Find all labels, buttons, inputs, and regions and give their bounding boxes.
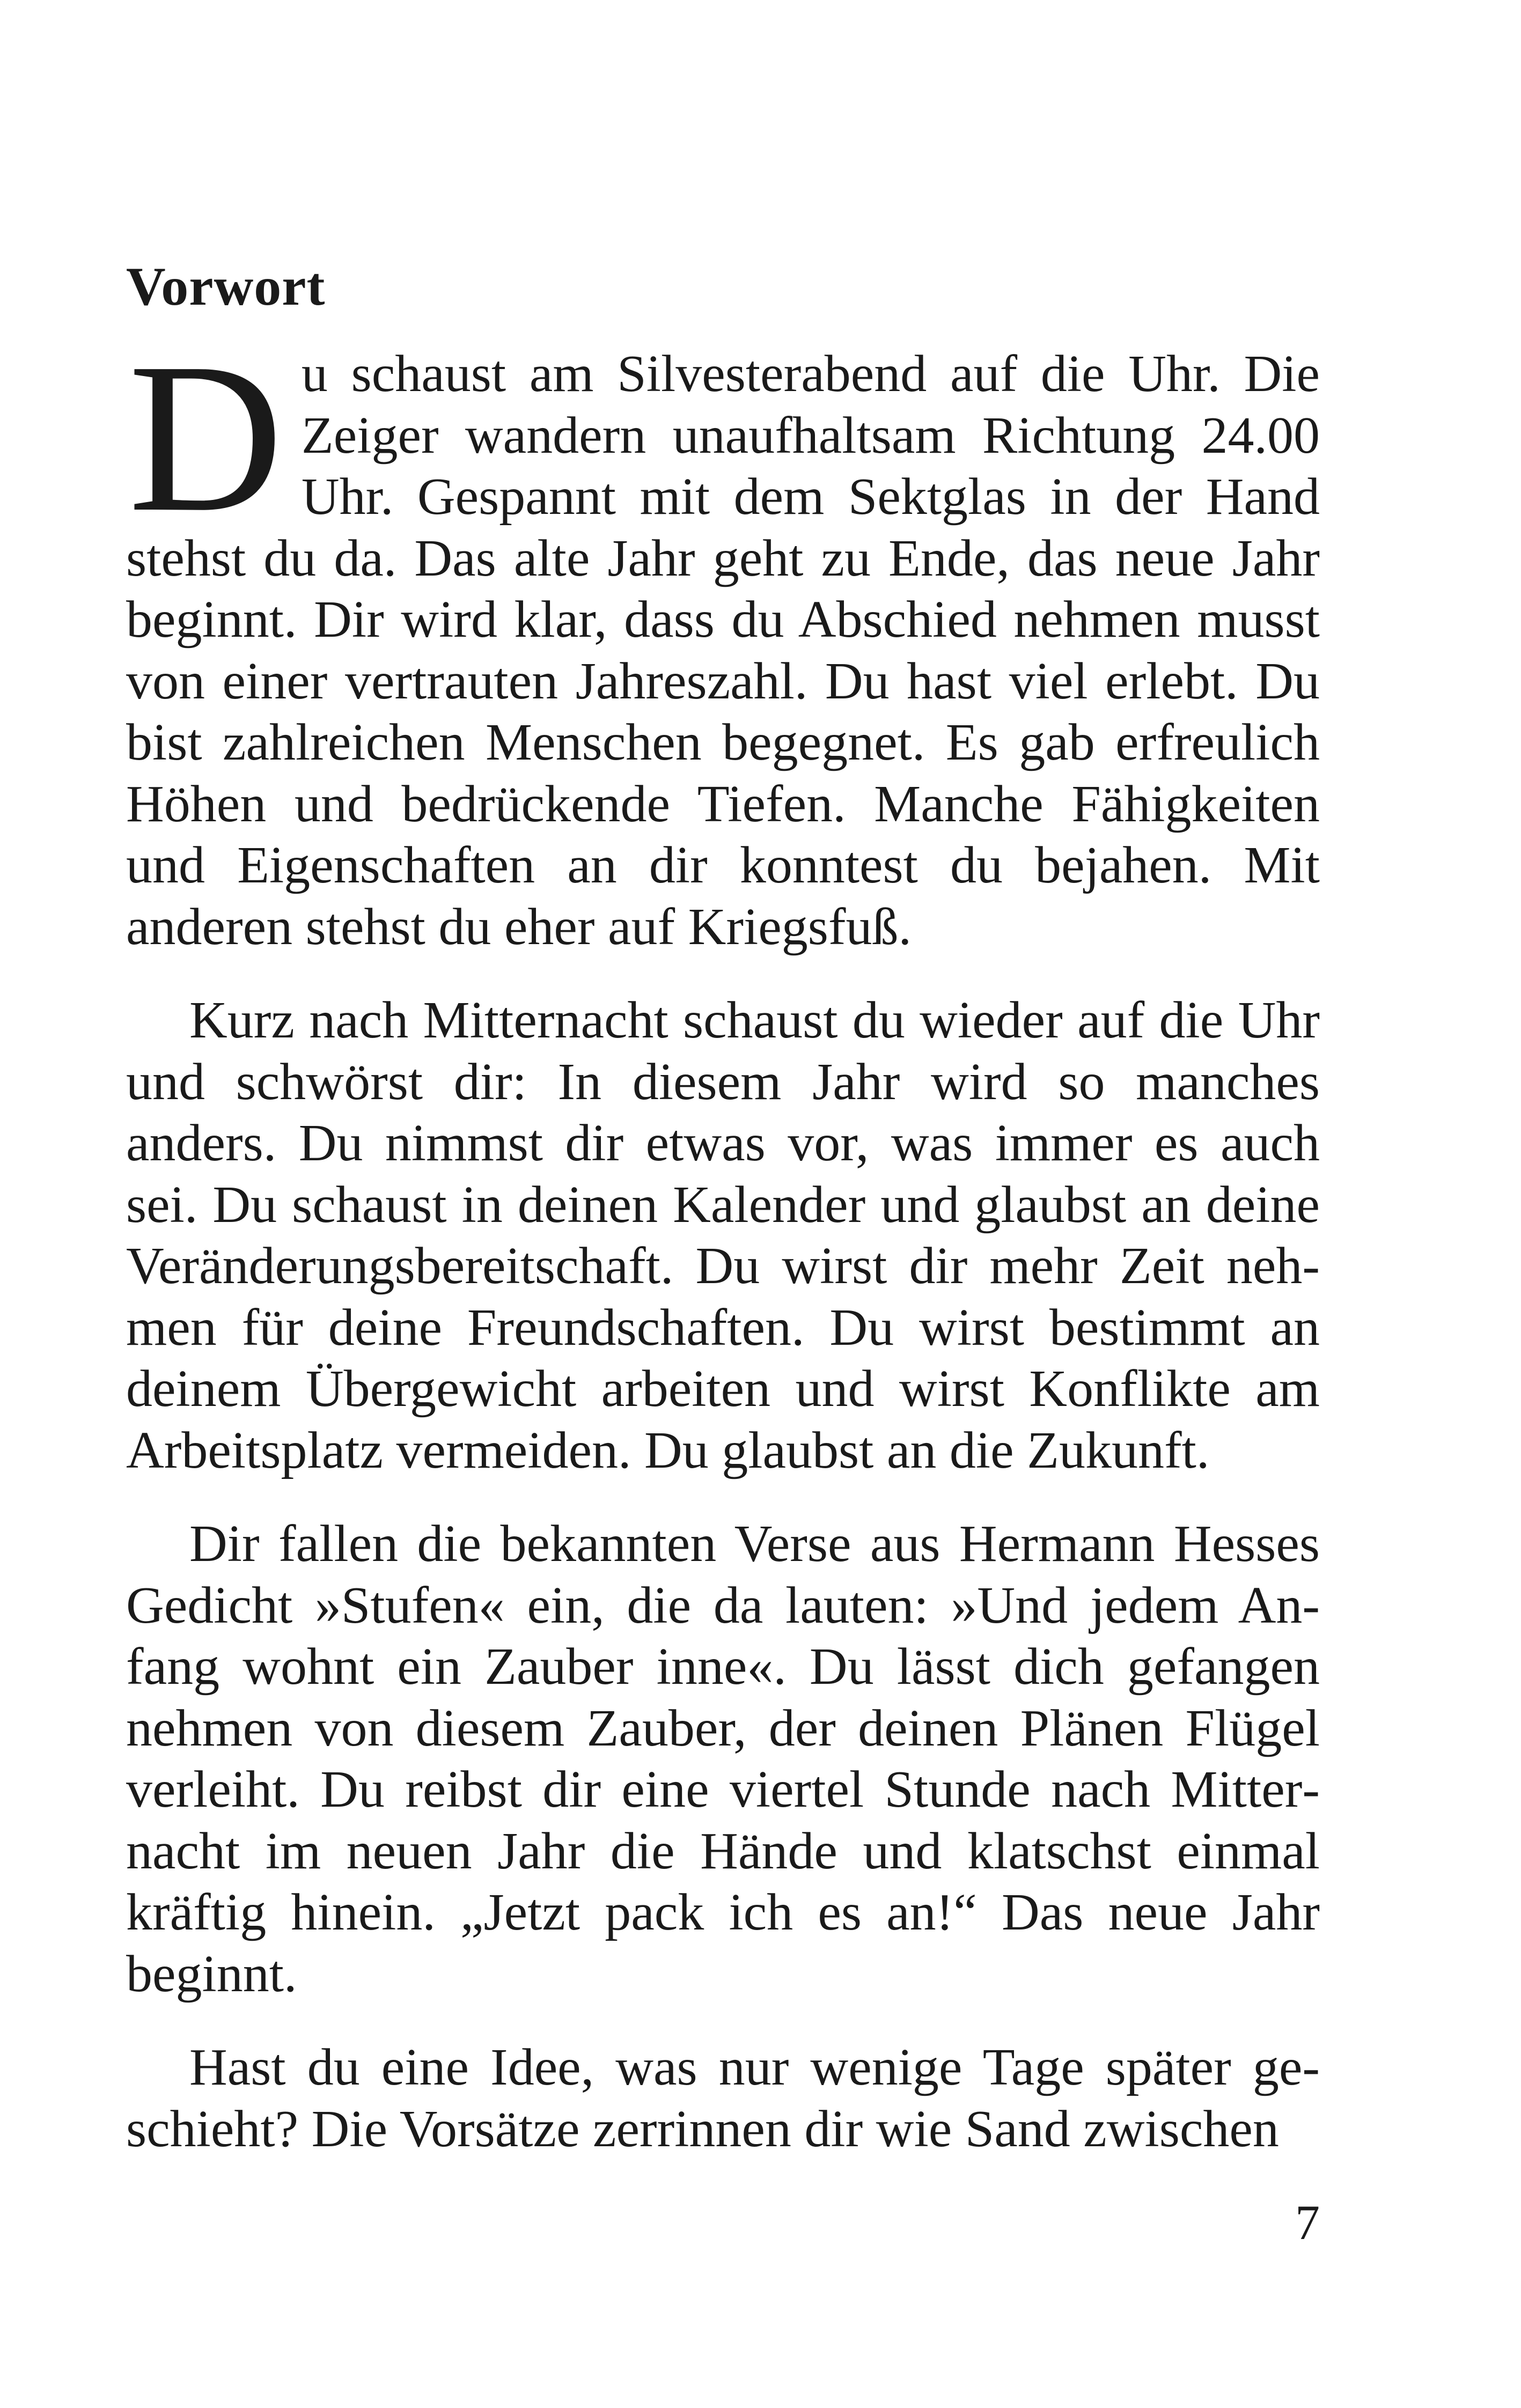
page-number: 7	[1295, 2195, 1320, 2250]
paragraph-2: Kurz nach Mitternacht schaust du wieder auf die Uhr und schwörst dir: In diesem Jahr wird so manches anders. Du nimmst dir etwas vor, was immer es auch sei. Du schaust in deinen Kalender und glaubst an deine Veränderungsbereitschaft. Du wirst dir mehr Zeit nehmen für deine Freundschaften. Du wirst bestimmt an deinem Übergewicht arbeiten und wirst Konflikte am Arbeitsplatz vermeiden. Du glaubst an die Zukunft.	[126, 991, 1320, 1479]
chapter-heading: Vorwort	[126, 256, 326, 317]
text-block	[126, 247, 1320, 2160]
paragraph-3: Dir fallen die bekannten Verse aus Hermann Hesses Gedicht »Stufen« ein, die da lauten: »Und jedem Anfang wohnt ein Zauber inne«. Du lässt dich gefangen nehmen von diesem Zauber, der deinen Plänen Flügel verleiht. Du reibst dir eine viertel Stunde nach Mitternacht im neuen Jahr die Hände und klatschst einmal kräftig hinein. „Jetzt pack ich es an!“ Das neue Jahr beginnt.	[126, 1515, 1320, 2003]
paragraph-1-text: u schaust am Silvesterabend auf die Uhr. Die Zeiger wandern unaufhaltsam Richtung 24.00 Uhr. Gespannt mit dem Sektglas in der Hand stehst du da. Das alte Jahr geht zu Ende, das neue Jahr beginnt. Dir wird klar, dass du Abschied nehmen musst von einer vertrauten Jahreszahl. Du hast viel erlebt. Du bist zahlreichen Menschen begegnet. Es gab erfreulich Höhen und bedrückende Tiefen. Manche Fähigkeiten und Eigenschaften an dir konntest du bejahen. Mit anderen stehst du eher auf Kriegsfuß.	[126, 345, 1320, 956]
paragraph-4: Hast du eine Idee, was nur wenige Tage später geschieht? Die Vorsätze zerrinnen dir wie Sand zwischen	[126, 2038, 1320, 2158]
paragraph-1	[126, 319, 1320, 958]
drop-cap: D	[128, 319, 283, 556]
